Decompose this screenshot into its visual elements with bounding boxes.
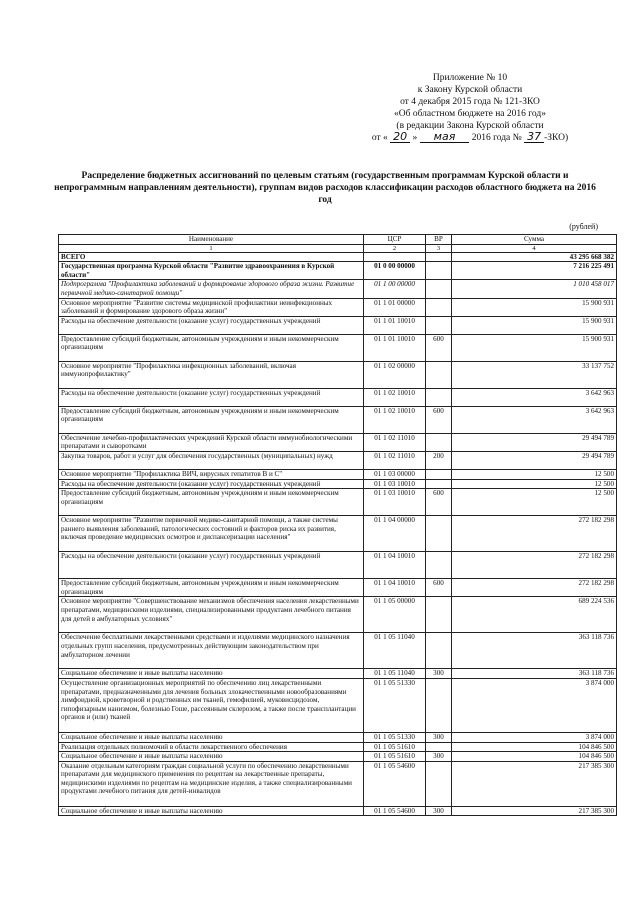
table-row [59, 451, 617, 469]
cell-name: Социальное обеспечение и иные выплаты населению [59, 732, 364, 742]
cell-name: Социальное обеспечение и иные выплаты населению [59, 669, 364, 679]
cell-csr: 01 1 05 54600 [364, 761, 426, 806]
cell-sum: 363 118 736 [452, 669, 617, 679]
table-row [59, 262, 617, 280]
table-row [59, 516, 617, 552]
column-number-row [59, 244, 617, 252]
cell-csr: 01 1 04 00000 [364, 516, 426, 552]
cell-name: Подпрограмма "Профилактика заболеваний и формирование здорового образа жизни. Развитие первичной медико-санитарной помощи" [59, 280, 364, 298]
cell-name: Предоставление субсидий бюджетным, автономным учреждениям и иным некоммерческим организациям [59, 334, 364, 361]
cell-vr [426, 280, 452, 298]
cell-sum: 272 182 298 [452, 552, 617, 579]
cell-csr: 01 1 02 10010 [364, 406, 426, 433]
cell-name: Реализация отдельных полномочий в области лекарственного обеспечения [59, 742, 364, 752]
cell-csr: 01 1 03 10010 [364, 489, 426, 516]
law-title: «Об областном бюджете на 2016 год» [394, 109, 546, 119]
cell-sum: 104 846 500 [452, 742, 617, 752]
cell-csr: 01 1 05 54600 [364, 806, 426, 816]
cell-csr: 01 1 04 10010 [364, 579, 426, 597]
table-row [59, 761, 617, 806]
cell-vr [426, 252, 452, 262]
table-row [59, 433, 617, 451]
cell-name: Расходы на обеспечение деятельности (оказание услуг) государственных учреждений [59, 388, 364, 406]
cell-vr [426, 433, 452, 451]
cell-name: Расходы на обеспечение деятельности (оказание услуг) государственных учреждений [59, 552, 364, 579]
cell-sum: 272 182 298 [452, 579, 617, 597]
cell-csr: 01 1 02 10010 [364, 388, 426, 406]
cell-sum: 29 494 789 [452, 433, 617, 451]
table-row [59, 742, 617, 752]
cell-csr: 01 1 03 10010 [364, 479, 426, 489]
cell-csr: 01 1 02 11010 [364, 451, 426, 469]
cell-sum: 12 500 [452, 489, 617, 516]
cell-csr: 01 1 05 51330 [364, 678, 426, 732]
edition-day: 20 [390, 132, 410, 143]
column-number: 3 [426, 244, 452, 252]
cell-name: Предоставление субсидий бюджетным, автономным учреждениям и иным некоммерческим организациям [59, 489, 364, 516]
cell-csr: 01 1 05 11040 [364, 669, 426, 679]
cell-sum: 12 500 [452, 479, 617, 489]
cell-name: Осуществление организационных мероприятий по обеспечению лиц лекарственными препаратами, предназначенными для лечения больных злокачественными новообразованиями лимфоидной, кроветворной и родственных им тканей, гемофилией, муковисцидозом, гипофизарным нанизмом, болезнью Гоше, рассеянным склерозом, а также после трансплантации органов и (или) тканей [59, 678, 364, 732]
table-row [59, 316, 617, 334]
cell-sum: 15 900 931 [452, 334, 617, 361]
cell-sum: 1 010 458 017 [452, 280, 617, 298]
cell-sum: 272 182 298 [452, 516, 617, 552]
cell-csr: 01 1 00 00000 [364, 280, 426, 298]
cell-csr: 01 1 05 51330 [364, 732, 426, 742]
table-row [59, 406, 617, 433]
cell-sum: 3 874 000 [452, 732, 617, 742]
table-row [59, 298, 617, 316]
table-row [59, 489, 617, 516]
cell-sum: 15 900 931 [452, 298, 617, 316]
cell-vr: 600 [426, 406, 452, 433]
cell-sum: 3 642 963 [452, 388, 617, 406]
cell-vr [426, 262, 452, 280]
cell-sum: 43 295 668 382 [452, 252, 617, 262]
edition-month: мая [420, 132, 470, 143]
edition-date-line [340, 132, 600, 144]
cell-csr: 01 1 02 00000 [364, 361, 426, 388]
cell-csr: 01 1 01 00000 [364, 298, 426, 316]
table-row [59, 334, 617, 361]
table-row [59, 678, 617, 732]
column-header-name: Наименование [59, 235, 364, 245]
cell-name: Обеспечение лечебно-профилактических учреждений Курской области иммунобиологическими препаратами и сыворотками [59, 433, 364, 451]
edition-year: 2016 года № [471, 133, 522, 143]
cell-name: Оказание отдельным категориям граждан социальной услуги по обеспечению лекарственными препаратами для медицинского применения по рецептам на лекарственные препараты, медицинскими изделиями по рецептам на медицинские изделия, а также специализированными продуктами лечебного питания для детей-инвалидов [59, 761, 364, 806]
table-row [59, 732, 617, 742]
edition-suffix: -ЗКО) [544, 133, 569, 143]
column-number: 2 [364, 244, 426, 252]
appendix-header [340, 72, 600, 144]
edition-note: (в редакции Закона Курской области [396, 121, 544, 131]
cell-csr: 01 1 01 10010 [364, 316, 426, 334]
cell-csr: 01 1 04 10010 [364, 552, 426, 579]
cell-name: Основное мероприятие "Совершенствование механизмов обеспечения населения лекарственными препаратами, медицинскими изделиями, специализированными продуктами лечебного питания для детей в амбулаторных условиях" [59, 597, 364, 633]
cell-name: Предоставление субсидий бюджетным, автономным учреждениям и иным некоммерческим организациям [59, 406, 364, 433]
table-row [59, 388, 617, 406]
budget-table-body [59, 235, 617, 816]
cell-csr: 01 1 03 00000 [364, 469, 426, 479]
cell-vr [426, 633, 452, 669]
cell-vr: 600 [426, 579, 452, 597]
column-header-vr: ВР [426, 235, 452, 245]
cell-vr: 300 [426, 669, 452, 679]
cell-vr [426, 597, 452, 633]
cell-sum: 15 900 931 [452, 316, 617, 334]
table-row [59, 479, 617, 489]
column-header-csr: ЦСР [364, 235, 426, 245]
cell-vr [426, 388, 452, 406]
cell-vr [426, 298, 452, 316]
cell-name: Социальное обеспечение и иные выплаты населению [59, 806, 364, 816]
table-row [59, 280, 617, 298]
cell-vr [426, 469, 452, 479]
column-number: 4 [452, 244, 617, 252]
cell-csr: 01 1 05 51610 [364, 742, 426, 752]
cell-vr: 600 [426, 334, 452, 361]
cell-name: Основное мероприятие "Профилактика ВИЧ, вирусных гепатитов В и С" [59, 469, 364, 479]
table-row [59, 552, 617, 579]
cell-sum: 689 224 536 [452, 597, 617, 633]
cell-sum: 104 846 500 [452, 752, 617, 762]
cell-name: Закупка товаров, работ и услуг для обеспечения государственных (муниципальных) нужд [59, 451, 364, 469]
column-number: 1 [59, 244, 364, 252]
cell-sum: 12 500 [452, 469, 617, 479]
cell-vr [426, 761, 452, 806]
cell-sum: 3 642 963 [452, 406, 617, 433]
table-row [59, 361, 617, 388]
edition-number: 37 [524, 132, 544, 143]
table-row [59, 469, 617, 479]
cell-name: Государственная программа Курской области "Развитие здравоохранения в Курской области" [59, 262, 364, 280]
cell-csr: 01 1 05 11040 [364, 633, 426, 669]
cell-name: Предоставление субсидий бюджетным, автономным учреждениям и иным некоммерческим организациям [59, 579, 364, 597]
cell-sum: 217 385 300 [452, 806, 617, 816]
cell-sum: 363 118 736 [452, 633, 617, 669]
law-date: от 4 декабря 2015 года № 121-ЗКО [400, 97, 540, 107]
table-header-row [59, 235, 617, 245]
edition-ot: от « [371, 133, 388, 143]
cell-csr: 01 0 00 00000 [364, 262, 426, 280]
table-row [59, 579, 617, 597]
cell-vr: 300 [426, 732, 452, 742]
cell-sum: 7 216 225 491 [452, 262, 617, 280]
cell-name: Расходы на обеспечение деятельности (оказание услуг) государственных учреждений [59, 316, 364, 334]
cell-csr: 01 1 05 00000 [364, 597, 426, 633]
cell-name: Социальное обеспечение и иные выплаты населению [59, 752, 364, 762]
table-row [59, 597, 617, 633]
appendix-number: Приложение № 10 [432, 73, 508, 83]
table-row [59, 806, 617, 816]
units-label: (рублей) [569, 222, 598, 231]
table-row [59, 669, 617, 679]
cell-name: Обеспечение бесплатными лекарственными средствами и изделиями медицинского назначения отдельных групп населения, предусмотренных действующим законодательством при амбулаторном лечении [59, 633, 364, 669]
cell-vr [426, 552, 452, 579]
cell-vr: 300 [426, 806, 452, 816]
cell-name: Расходы на обеспечение деятельности (оказание услуг) государственных учреждений [59, 479, 364, 489]
cell-vr [426, 742, 452, 752]
cell-sum: 3 874 000 [452, 678, 617, 732]
cell-vr [426, 516, 452, 552]
table-row [59, 752, 617, 762]
cell-name: Основное мероприятие "Профилактика инфекционных заболеваний, включая иммунопрофилактику" [59, 361, 364, 388]
cell-name: Основное мероприятие "Развитие системы медицинской профилактики неинфекционных заболеваний и формирование здорового образа жизни" [59, 298, 364, 316]
column-header-sum: Сумма [452, 235, 617, 245]
cell-sum: 33 137 752 [452, 361, 617, 388]
edition-quote-close: » [412, 133, 418, 143]
cell-name: ВСЕГО [59, 252, 364, 262]
cell-vr: 200 [426, 451, 452, 469]
cell-csr [364, 252, 426, 262]
cell-vr [426, 479, 452, 489]
cell-sum: 29 494 789 [452, 451, 617, 469]
cell-vr: 300 [426, 752, 452, 762]
cell-vr [426, 678, 452, 732]
table-row [59, 252, 617, 262]
cell-vr [426, 361, 452, 388]
table-row [59, 633, 617, 669]
law-reference: к Закону Курской области [417, 85, 523, 95]
cell-vr: 600 [426, 489, 452, 516]
cell-name: Основное мероприятие "Развитие первичной медико-санитарной помощи, а также системы раннего выявления заболеваний, патологических состояний и факторов риска их развития, включая проведение медицинских осмотров и диспансеризации населения" [59, 516, 364, 552]
cell-vr [426, 316, 452, 334]
budget-table [58, 234, 617, 816]
cell-csr: 01 1 01 10010 [364, 334, 426, 361]
document-title: Распределение бюджетных ассигнований по целевым статьям (государственным программам Курской области и непрограммным направлениям деятельности), группам видов расходов классификации расходов областного бюджета на 2016 год [54, 171, 596, 205]
cell-csr: 01 1 02 11010 [364, 433, 426, 451]
cell-sum: 217 385 300 [452, 761, 617, 806]
cell-csr: 01 1 05 51610 [364, 752, 426, 762]
